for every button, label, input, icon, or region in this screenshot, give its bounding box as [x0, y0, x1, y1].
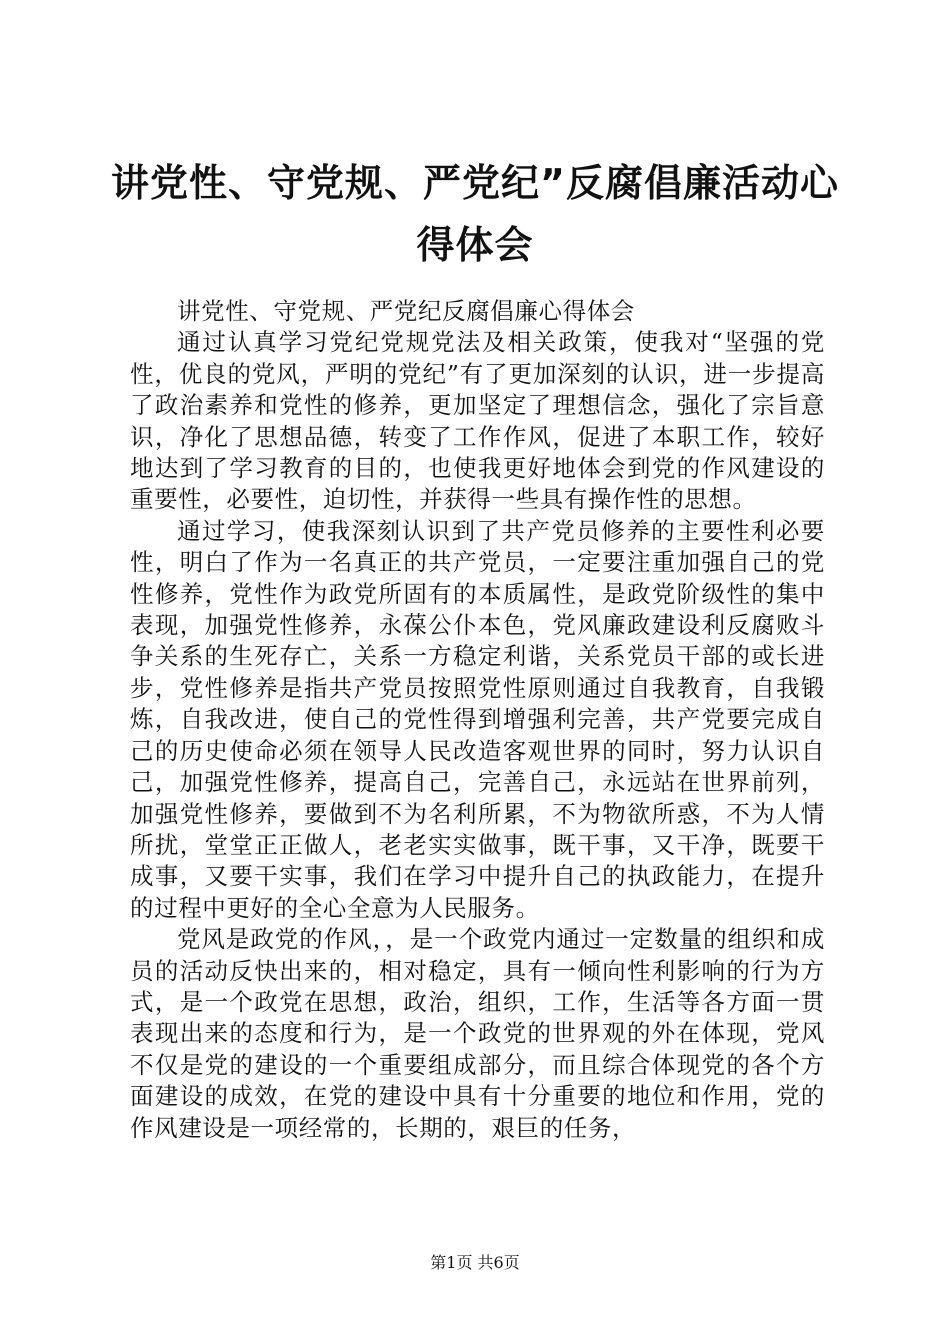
paragraph: 党风是政党的作风，，是一个政党内通过一定数量的组织和成员的活动反快出来的，相对稳定，具有一倾向性利影响的行为方式，是一个政党在思想，政治，组织，工作，生活等各方面一贯表现出来的态度和行为，是一个政党的世界观的外在体现，党风不仅是党的建设的一个重要组成部分，而且综合体现党的各个方面建设的成效，在党的建设中具有十分重要的地位和作用，党的作风建设是一项经常的，长期的，艰巨的任务， — [130, 925, 825, 1142]
document-body — [130, 296, 825, 1144]
paragraph: 通过认真学习党纪党规党法及相关政策，使我对“坚强的党性，优良的党风，严明的党纪”有了更加深刻的认识，进一步提高了政治素养和党性的修养，更加坚定了理想信念，强化了宗旨意识，净化了思想品德，转变了工作作风，促进了本职工作，较好地达到了学习教育的目的，也使我更好地体会到党的作风建设的重要性，必要性，迫切性，并获得一些具有操作性的思想。 — [130, 328, 825, 514]
paragraph-subtitle: 讲党性、守党规、严党纪反腐倡廉心得体会 — [177, 297, 635, 325]
page-number-footer: 第1页 共6页 — [430, 1253, 520, 1272]
paragraph: 通过学习，使我深刻认识到了共产党员修养的主要性利必要性，明白了作为一名真正的共产党员，一定要注重加强自己的党性修养，党性作为政党所固有的本质属性，是政党阶级性的集中表现，加强党性修养，永葆公仆本色，党风廉政建设利反腐败斗争关系的生死存亡，关系一方稳定利谐，关系党员干部的或长进步，党性修养是指共产党员按照党性原则通过自我教育，自我锻炼，自我改进，使自己的党性得到增强利完善，共产党要完成自己的历史使命必须在领导人民改造客观世界的同时，努力认识自己，加强党性修养，提高自己，完善自己，永远站在世界前列，加强党性修养，要做到不为名利所累，不为物欲所惑，不为人情所扰，堂堂正正做人，老老实实做事，既干事，又干净，既要干成事，又要干实事，我们在学习中提升自己的执政能力，在提升的过程中更好的全心全意为人民服务。 — [130, 516, 825, 922]
document-title: 讲党性、守党规、严党纪”反腐倡廉活动心得体会 — [111, 161, 839, 267]
